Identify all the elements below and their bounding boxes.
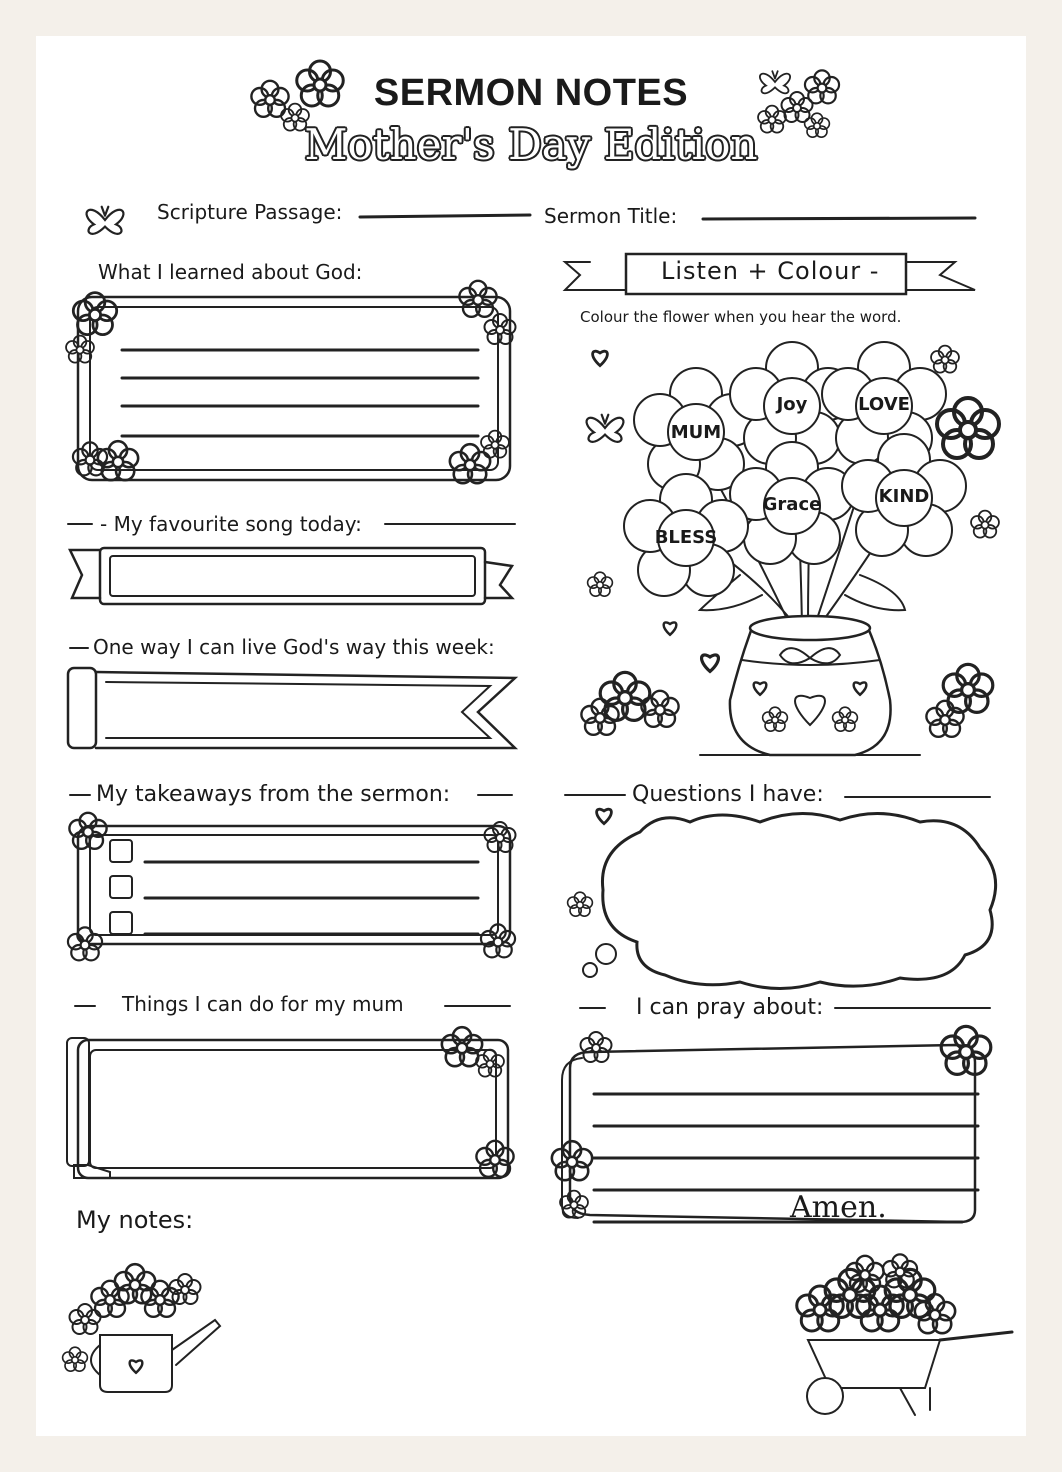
flower-word-love: LOVE	[858, 394, 910, 415]
flower-word-joy: Joy	[776, 394, 808, 415]
flower-word-kind: KIND	[878, 486, 930, 507]
live-gods-way-label: One way I can live God's way this week:	[93, 635, 495, 659]
flower-word-mum: MUM	[670, 422, 722, 443]
flower-word-grace: Grace	[762, 494, 822, 515]
box-flowers-icon	[66, 281, 515, 483]
checkbox-icon	[110, 876, 132, 898]
thought-cloud-icon	[602, 813, 995, 988]
colouring-instruction: Colour the flower when you hear the word.	[580, 308, 902, 326]
page-subtitle: Mother's Day Edition	[304, 120, 758, 169]
questions-label: Questions I have:	[632, 782, 824, 807]
learned-about-god-label: What I learned about God:	[98, 260, 363, 284]
watering-can-icon	[63, 1264, 220, 1392]
page-title: SERMON NOTES	[373, 72, 689, 114]
wheelbarrow-icon	[797, 1254, 1012, 1415]
sermon-title-label: Sermon Title:	[544, 204, 678, 228]
favourite-song-label: - My favourite song today:	[100, 512, 362, 536]
things-for-mum-label: Things I can do for my mum	[122, 992, 404, 1016]
flower-word-bless: BLESS	[654, 527, 718, 548]
takeaways-label: My takeaways from the sermon:	[96, 782, 451, 807]
scripture-passage-label: Scripture Passage:	[157, 200, 343, 224]
checkbox-icon	[110, 840, 132, 862]
checkbox-icon	[110, 912, 132, 934]
amen-text: Amen.	[790, 1190, 887, 1225]
my-notes-label: My notes:	[76, 1206, 194, 1234]
pray-about-label: I can pray about:	[636, 995, 824, 1020]
butterfly-icon	[87, 207, 124, 234]
listen-colour-banner: Listen + Colour -	[661, 257, 880, 285]
